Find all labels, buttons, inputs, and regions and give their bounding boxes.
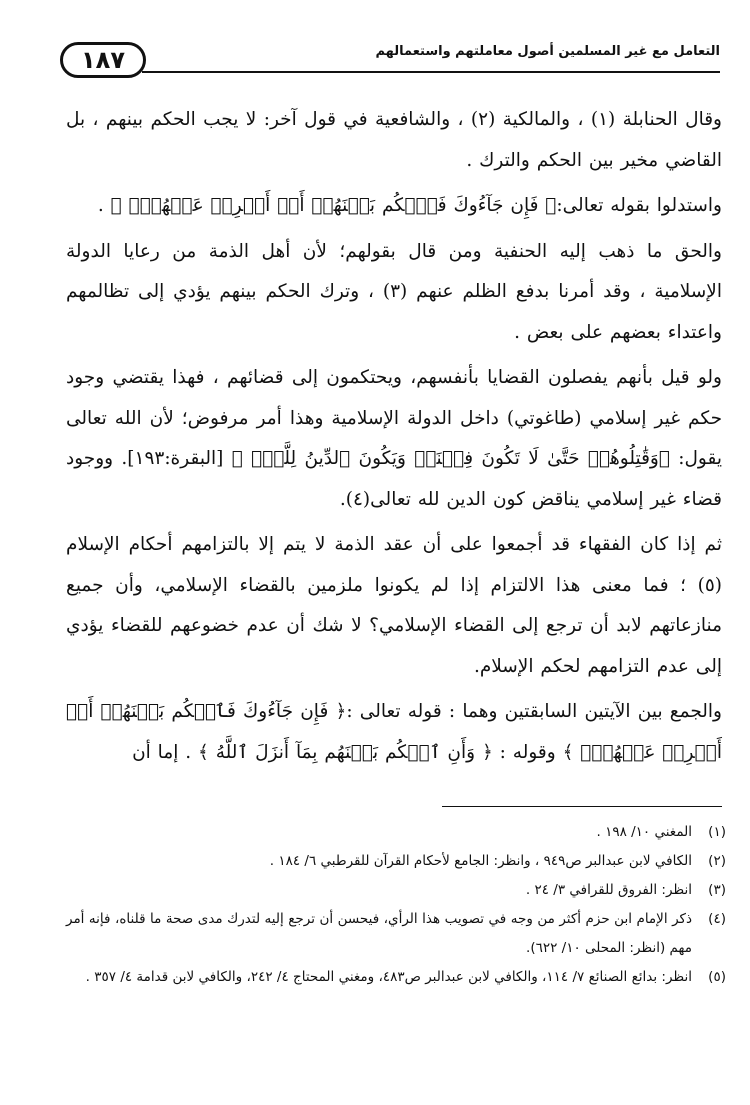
- footnote-number: (٢): [708, 853, 726, 869]
- main-text: [66, 100, 722, 773]
- header-rule: [142, 71, 720, 73]
- page-header: [60, 38, 720, 82]
- footnotes: [66, 818, 726, 992]
- footnote-number: (٣): [708, 882, 726, 898]
- paragraph: ثم إذا كان الفقهاء قد أجمعوا على أن عقد الذمة لا يتم إلا بالتزامهم أحكام الإسلام (٥) ؛ فما معنى هذا الالتزام إذا لم يكونوا ملزمين بالقضاء الإسلامي، وأن جميع منازعاتهم لابد أن ترجع إلى القضاء الإسلامي؟ لا شك أن عدم خضوعهم للقضاء يؤدي إلى عدم التزامهم لحكم الإسلام.: [66, 534, 722, 677]
- paragraph: والجمع بين الآيتين السابقتين وهما : قوله تعالى :﴿ فَإِن جَآءُوكَ فَٱحۡكُم بَيۡنَهُمۡ أَوۡ أَعۡرِضۡ عَنۡهُمۡۖ ﴾ وقوله : ﴿ وَأَنِ ٱحۡكُم بَيۡنَهُم بِمَآ أَنزَلَ ٱللَّهُ ﴾ . إما أن: [66, 701, 722, 763]
- footnote-number: (١): [708, 824, 726, 840]
- footnote: [66, 847, 726, 876]
- footnote-text: ذكر الإمام ابن حزم أكثر من وجه في تصويب هذا الرأي، فيحسن أن ترجع إليه لتدرك مدى صحة ما قلناه، فإنه أمر مهم (انظر: المحلى ١٠/ ٦٢٢).: [66, 911, 692, 956]
- footnote-separator: [442, 806, 722, 807]
- paragraph: وقال الحنابلة (١) ، والمالكية (٢) ، والشافعية في قول آخر: لا يجب الحكم بينهم ، بل القاضي مخير بين الحكم والترك .: [66, 109, 722, 171]
- footnote-number: (٥): [708, 969, 726, 985]
- running-title: التعامل مع غير المسلمين أصول معاملتهم واستعمالهم: [375, 44, 720, 59]
- page-number: ١٨٧: [60, 42, 146, 78]
- paragraph: والحق ما ذهب إليه الحنفية ومن قال بقولهم؛ لأن أهل الذمة من رعايا الدولة الإسلامية ، وقد أمرنا بدفع الظلم عنهم (٣) ، وترك الحكم بينهم يؤدي إلى تظالمهم واعتداء بعضهم على بعض .: [66, 240, 722, 343]
- footnote: [66, 905, 726, 963]
- footnote-text: انظر: بدائع الصنائع ٧/ ١١٤، والكافي لابن عبدالبر ص٤٨٣، ومغني المحتاج ٤/ ٢٤٢، والكافي لابن قدامة ٤/ ٣٥٧ .: [85, 969, 692, 985]
- paragraph: واستدلوا بقوله تعالى:﴿ فَإِن جَآءُوكَ فَٱحۡكُم بَيۡنَهُمۡ أَوۡ أَعۡرِضۡ عَنۡهُمۡۖ ﴾ .: [97, 195, 722, 216]
- footnote: [66, 876, 726, 905]
- footnote-text: المغني ١٠/ ١٩٨ .: [596, 824, 692, 840]
- footnote: [66, 963, 726, 992]
- footnote: [66, 818, 726, 847]
- footnote-text: الكافي لابن عبدالبر ص٩٤٩ ، وانظر: الجامع لأحكام القرآن للقرطبي ٦/ ١٨٤ .: [269, 853, 692, 869]
- paragraph: ولو قيل بأنهم يفصلون القضايا بأنفسهم، ويحتكمون إلى قضائهم ، فهذا يقتضي وجود حكم غير إسلامي (طاغوتي) داخل الدولة الإسلامية وهذا أمر مرفوض؛ لأن الله تعالى يقول: ﴿وَقَٰتِلُوهُمۡ حَتَّىٰ لَا تَكُونَ فِتۡنَةٞ وَيَكُونَ ٱلدِّينُ لِلَّهِۖ ﴾ [البقرة:١٩٣]. ووجود قضاء غير إسلامي يناقض كون الدين لله تعالى(٤).: [66, 367, 722, 510]
- footnote-text: انظر: الفروق للقرافي ٣/ ٢٤ .: [525, 882, 692, 898]
- footnote-number: (٤): [708, 911, 726, 927]
